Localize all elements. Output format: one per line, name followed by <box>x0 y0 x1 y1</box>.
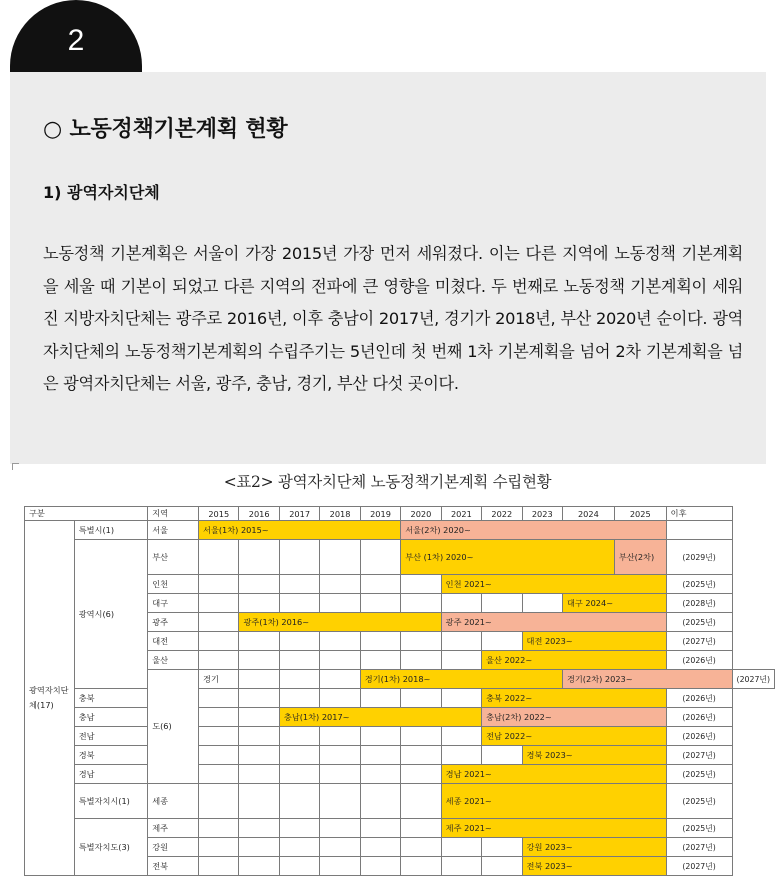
after-cell: (2025년) <box>666 784 732 819</box>
plan-bar: 세종 2021~ <box>441 784 666 819</box>
table-row <box>25 819 775 838</box>
header-after: 이후 <box>666 507 732 521</box>
body-paragraph: 노동정책 기본계획은 서울이 가장 2015년 가장 먼저 세워졌다. 이는 다른 지역에 노동정책 기본계획을 세울 때 기본이 되었고 다른 지역의 전파에 큰 영향을 미쳤다. 두 번째로 노동정책 기본계획이 세워진 지방자치단체는 광주로 2016년, 이후 충남이 2017년, 경기가 2018년, 부산 2020년 순이다. 광역자치단체의 노동정책기본계획의 수립주기는 5년인데 첫 번째 1차 기본계획을 넘어 2차 기본계획을 넘은 광역자치단체는 서울, 광주, 충남, 경기, 부산 다섯 곳이다. <box>43 244 743 394</box>
plan-bar: 인천 2021~ <box>441 575 666 594</box>
after-cell: (2027년) <box>666 838 732 857</box>
group-metro-city: 광역시(6) <box>74 540 147 689</box>
corner-crop-mark <box>12 463 19 470</box>
table-row <box>25 727 775 746</box>
region-cell: 울산 <box>148 651 199 670</box>
header-year: 2023 <box>522 507 562 521</box>
region-cell: 충남 <box>74 708 147 727</box>
plan-status-table <box>24 506 775 876</box>
after-cell <box>666 521 732 540</box>
header-year: 2015 <box>199 507 239 521</box>
after-cell: (2025년) <box>666 765 732 784</box>
table-row <box>25 784 775 819</box>
group-special-city: 특별시(1) <box>74 521 147 540</box>
after-cell: (2025년) <box>666 613 732 632</box>
plan-bar: 대전 2023~ <box>522 632 666 651</box>
section-number: 2 <box>67 24 85 57</box>
header-year: 2019 <box>360 507 400 521</box>
region-cell: 경북 <box>74 746 147 765</box>
after-cell: (2027년) <box>732 670 774 689</box>
group-special-self-province: 특별자치도(3) <box>74 819 147 876</box>
plan-bar: 경남 2021~ <box>441 765 666 784</box>
table-row <box>25 540 775 575</box>
table-title: <표2> 광역자치단체 노동정책기본계획 수립현황 <box>223 473 552 491</box>
header-category: 구분 <box>25 507 148 521</box>
header-year: 2016 <box>239 507 279 521</box>
region-cell: 대구 <box>148 594 199 613</box>
plan-bar: 충북 2022~ <box>482 689 667 708</box>
region-cell: 부산 <box>148 540 199 575</box>
section-subtitle: 1) 광역자치단체 <box>43 183 160 202</box>
region-cell: 강원 <box>148 838 199 857</box>
plan-bar: 제주 2021~ <box>441 819 666 838</box>
plan-bar: 경북 2023~ <box>522 746 666 765</box>
region-cell: 제주 <box>148 819 199 838</box>
after-cell: (2028년) <box>666 594 732 613</box>
table-row <box>25 521 775 540</box>
after-cell: (2027년) <box>666 746 732 765</box>
after-cell: (2025년) <box>666 819 732 838</box>
after-cell: (2026년) <box>666 708 732 727</box>
region-cell: 충북 <box>74 689 147 708</box>
plan-bar: 경기(1차) 2018~ <box>360 670 562 689</box>
plan-bar: 부산 (1차) 2020~ <box>401 540 615 575</box>
group-province: 도(6) <box>148 670 199 784</box>
table-header-row <box>25 507 775 521</box>
region-cell: 경남 <box>74 765 147 784</box>
region-cell: 인천 <box>148 575 199 594</box>
plan-bar: 대구 2024~ <box>562 594 666 613</box>
plan-bar: 충남(1차) 2017~ <box>279 708 481 727</box>
header-year: 2025 <box>614 507 666 521</box>
group-special-self-city: 특별자치시(1) <box>74 784 147 819</box>
after-cell: (2026년) <box>666 727 732 746</box>
content-panel <box>10 72 766 464</box>
region-cell: 전남 <box>74 727 147 746</box>
header-year: 2022 <box>482 507 522 521</box>
section-title: ○ 노동정책기본계획 현황 <box>43 117 288 142</box>
section-number-badge <box>10 0 142 72</box>
region-cell: 세종 <box>148 784 199 819</box>
plan-bar: 전북 2023~ <box>522 857 666 876</box>
table-row <box>25 746 775 765</box>
plan-bar: 서울(1차) 2015~ <box>199 521 401 540</box>
plan-bar: 광주(1차) 2016~ <box>239 613 441 632</box>
after-cell: (2026년) <box>666 689 732 708</box>
header-year: 2024 <box>562 507 614 521</box>
table-row <box>25 689 775 708</box>
plan-bar: 경기(2차) 2023~ <box>562 670 732 689</box>
region-cell: 서울 <box>148 521 199 540</box>
header-year: 2020 <box>401 507 441 521</box>
table-row <box>25 765 775 784</box>
plan-bar: 전남 2022~ <box>482 727 667 746</box>
after-cell: (2025년) <box>666 575 732 594</box>
header-year: 2017 <box>279 507 319 521</box>
plan-bar: 광주 2021~ <box>441 613 666 632</box>
table-row <box>25 708 775 727</box>
header-region: 지역 <box>148 507 199 521</box>
plan-bar: 부산(2차) <box>614 540 666 575</box>
plan-bar: 울산 2022~ <box>482 651 667 670</box>
region-cell: 전북 <box>148 857 199 876</box>
region-cell: 광주 <box>148 613 199 632</box>
region-cell: 경기 <box>199 670 239 689</box>
after-cell: (2029년) <box>666 540 732 575</box>
header-year: 2021 <box>441 507 481 521</box>
after-cell: (2027년) <box>666 632 732 651</box>
group-top: 광역자치단체(17) <box>25 521 75 876</box>
header-year: 2018 <box>320 507 360 521</box>
plan-bar: 충남(2차) 2022~ <box>482 708 667 727</box>
plan-bar: 서울(2차) 2020~ <box>401 521 666 540</box>
after-cell: (2027년) <box>666 857 732 876</box>
plan-bar: 강원 2023~ <box>522 838 666 857</box>
after-cell: (2026년) <box>666 651 732 670</box>
region-cell: 대전 <box>148 632 199 651</box>
